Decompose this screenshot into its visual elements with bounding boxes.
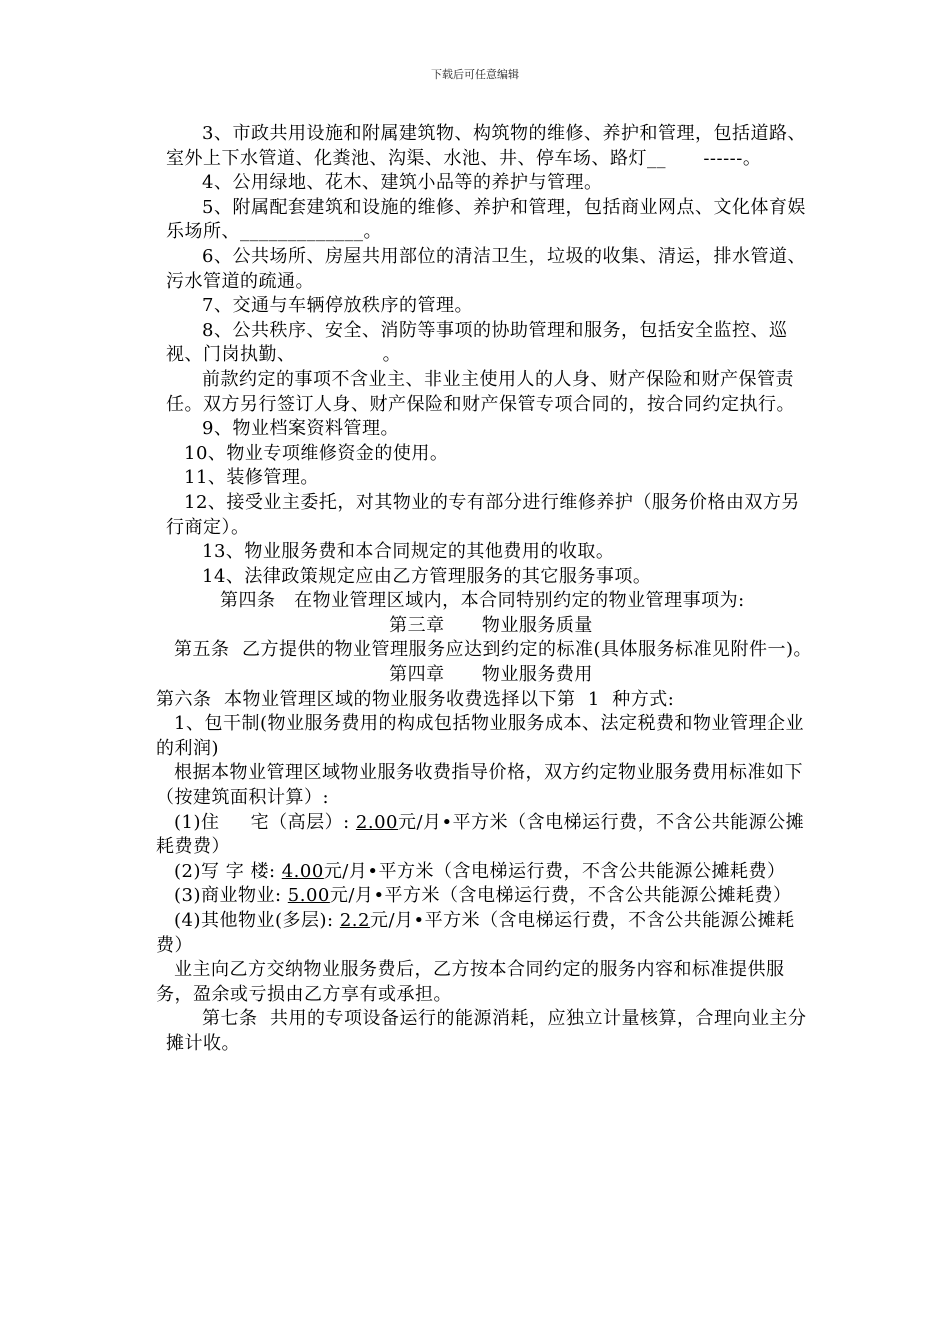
fee-other	[156, 909, 816, 958]
fee-commercial	[156, 884, 816, 909]
chapter-3-heading: 第三章 物业服务质量	[389, 614, 593, 636]
fee-amount: 4.00	[281, 860, 324, 882]
note-paragraph: 前款约定的事项不含业主、非业主使用人的人身、财产保险和财产保管责任。双方另行签订人身、财产保险和财产保管专项合同的，按合同约定执行。	[166, 368, 795, 415]
surplus-paragraph: 业主向乙方交纳物业服务费后，乙方按本合同约定的服务内容和标准提供服务，盈余或亏损由乙方享有或承担。	[156, 959, 785, 1005]
list-item-12: 12、接受业主委托，对其物业的专有部分进行维修养护（服务价格由双方另行商定）。	[166, 491, 800, 538]
document-body	[156, 122, 816, 1057]
list-item-3: 3、市政共用设施和附属建筑物、构筑物的维修、养护和管理，包括道路、室外上下水管道、化粪池、沟渠、水池、井、停车场、路灯__ ------。	[166, 123, 806, 169]
fee-amount: 5.00	[287, 885, 330, 907]
method-1: 1、包干制(物业服务费用的构成包括物业服务成本、法定税费和物业管理企业的利润)	[156, 713, 804, 759]
list-item-13: 13、物业服务费和本合同规定的其他费用的收取。	[202, 541, 615, 563]
list-item-10: 10、物业专项维修资金的使用。	[184, 442, 449, 464]
fee-rest: 元/月•平方米（含电梯运行费，不含公共能源公摊耗费）	[323, 860, 786, 882]
list-item-4: 4、公用绿地、花木、建筑小品等的养护与管理。	[202, 172, 603, 194]
fee-rest: 元/月•平方米（含电梯运行费，不含公共能源公摊耗费费）	[156, 811, 805, 858]
article-6: 第六条 本物业管理区域的物业服务收费选择以下第 1 种方式:	[156, 688, 675, 710]
page-header: 下载后可任意编辑	[431, 68, 519, 81]
fee-amount: 2.00	[355, 811, 398, 833]
fee-label: (2)写 字 楼:	[174, 860, 282, 882]
article-7: 第七条 共用的专项设备运行的能源消耗，应独立计量核算，合理向业主分摊计收。	[166, 1008, 807, 1054]
fee-residential	[156, 811, 816, 860]
article-5: 第五条 乙方提供的物业管理服务应达到约定的标准(具体服务标准见附件一)。	[174, 639, 812, 661]
fee-label: (4)其他物业(多层):	[174, 910, 340, 931]
article-4: 第四条 在物业管理区域内，本合同特别约定的物业管理事项为:	[220, 590, 745, 612]
fee-rest: 元/月•平方米（含电梯运行费，不含公共能源公摊耗费）	[156, 910, 795, 956]
list-item-14: 14、法律政策规定应由乙方管理服务的其它服务事项。	[202, 565, 652, 587]
list-item-6: 6、公共场所、房屋共用部位的清洁卫生，垃圾的收集、清运，排水管道、污水管道的疏通。	[166, 245, 806, 292]
list-item-9: 9、物业档案资料管理。	[202, 418, 399, 440]
fee-label: (1)住 宅（高层）:	[174, 811, 356, 833]
chapter-4-heading: 第四章 物业服务费用	[389, 664, 593, 686]
fee-amount: 2.2	[339, 910, 370, 931]
list-item-11: 11、装修管理。	[184, 467, 319, 489]
list-item-8: 8、公共秩序、安全、消防等事项的协助管理和服务，包括安全监控、巡视、门岗执勤、 。	[166, 319, 788, 366]
list-item-7: 7、交通与车辆停放秩序的管理。	[202, 295, 473, 317]
list-item-5: 5、附属配套建筑和设施的维修、养护和管理，包括商业网点、文化体育娱乐场所、_____________。	[166, 196, 806, 243]
fee-intro: 根据本物业管理区域物业服务收费指导价格，双方约定物业服务费用标准如下（按建筑面积计算）:	[156, 762, 803, 809]
fee-label: (3)商业物业:	[174, 885, 288, 907]
fee-rest: 元/月•平方米（含电梯运行费，不含公共能源公摊耗费）	[329, 885, 792, 907]
fee-office	[156, 860, 816, 885]
